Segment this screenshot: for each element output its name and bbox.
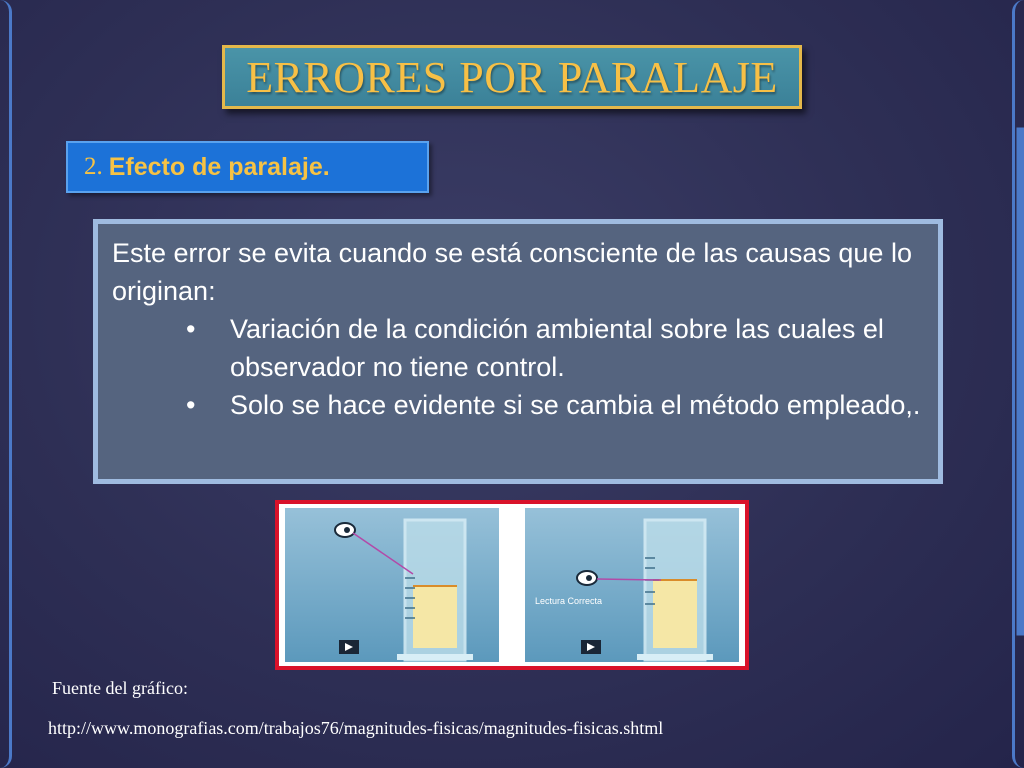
intro-text: Este error se evita cuando se está consciente de las causas que lo originan: [112, 238, 912, 306]
bullet-text: Solo se hace evidente si se cambia el método empleado,. [230, 390, 921, 420]
correct-reading-illustration [525, 508, 739, 662]
play-icon [581, 640, 601, 654]
figure-source-label: Fuente del gráfico: [52, 678, 188, 698]
parallax-figure [275, 500, 749, 670]
slide-title: ERRORES POR PARALAJE [246, 52, 778, 102]
bullet-item [112, 386, 924, 424]
subtitle-box [66, 141, 429, 193]
bullet-text: Variación de la condición ambiental sobre las cuales el observador no tiene control. [230, 314, 884, 382]
bullet-symbol: • [186, 314, 196, 344]
left-decorative-bracket [0, 0, 12, 768]
content-box [93, 219, 943, 484]
subtitle-number: 2. [84, 153, 103, 180]
right-decorative-bracket [1012, 0, 1024, 768]
bullet-item [112, 310, 924, 386]
bullet-symbol: • [186, 390, 196, 420]
bullet-list [112, 310, 924, 424]
slide-title-box [222, 45, 802, 109]
subtitle-text: Efecto de paralaje. [108, 152, 330, 181]
incorrect-reading-illustration [285, 508, 499, 662]
figure-source-url[interactable]: http://www.monografias.com/trabajos76/magnitudes-fisicas/magnitudes-fisicas.shtml [48, 718, 664, 738]
correct-reading-label: Lectura Correcta [535, 596, 603, 606]
play-icon [339, 640, 359, 654]
